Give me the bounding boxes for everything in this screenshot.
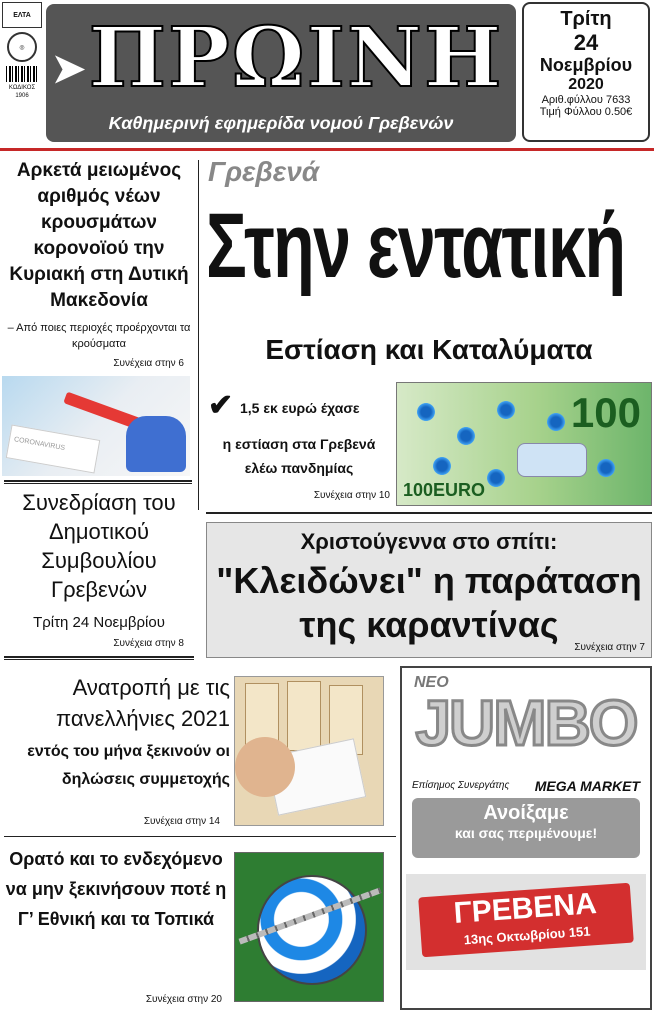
lead-continued[interactable]: Συνέχεια στην 10 <box>313 490 390 501</box>
virus-icon <box>497 401 515 419</box>
weekday: Τρίτη <box>560 8 612 30</box>
elta-logo: ΕΛΤΑ <box>2 2 42 28</box>
lead-kicker: Γρεβενά <box>208 156 320 187</box>
header-divider <box>0 148 654 151</box>
newspaper-tagline: Καθημερινή εφημερίδα νομού Γρεβενών <box>108 113 454 133</box>
face-mask <box>517 443 587 477</box>
virus-icon <box>417 403 435 421</box>
store-sign <box>418 883 634 958</box>
column-rule <box>198 160 199 510</box>
issue-number: Αριθ.φύλλου 7633 <box>541 94 631 106</box>
section-divider <box>4 656 194 660</box>
jumbo-advertisement[interactable] <box>400 666 652 1010</box>
lead-subtitle: Εστίαση και Καταλύματα <box>265 334 593 365</box>
year: 2020 <box>568 76 604 93</box>
covid-test-photo[interactable] <box>2 376 190 476</box>
lead-headline[interactable]: Στην εντατική <box>206 195 625 297</box>
month: Νοεμβρίου <box>539 55 633 75</box>
lead-bullet-1: 1,5 εκ ευρώ έχασε <box>240 400 360 416</box>
store-address: 13ης Οκτωβρίου 151 <box>463 923 591 948</box>
issue-price: Τιμή Φύλλου 0.50€ <box>539 106 633 118</box>
covid-subtitle: – Από ποιες περιοχές προέρχονται τα κρούσματα <box>7 322 191 350</box>
jumbo-logo: JUMBO <box>415 687 637 759</box>
euro-banknote-photo[interactable] <box>396 382 652 506</box>
ad-open-line-2: και σας περιμένουμε! <box>454 825 598 841</box>
christmas-story-box[interactable] <box>206 522 652 658</box>
lead-bullet-2: η εστίαση στα Γρεβενά ελέω πανδημίας <box>222 436 376 476</box>
virus-icon <box>433 457 451 475</box>
hand <box>235 737 295 797</box>
virus-icon <box>457 427 475 445</box>
christmas-kicker: Χριστούγεννα στο σπίτι: <box>300 529 558 554</box>
dateline-box <box>522 2 650 142</box>
council-continued[interactable]: Συνέχεια στην 8 <box>113 638 184 649</box>
glove <box>126 416 186 472</box>
ad-new-label: ΝΕΟ <box>414 674 449 691</box>
exam-sheet <box>287 681 321 751</box>
covid-headline[interactable]: Αρκετά μειωμένος αριθμός νέων κρουσμάτων κορονοϊού την Κυριακή στη Δυτική Μακεδονία <box>9 160 189 311</box>
section-divider <box>4 480 192 484</box>
virus-icon <box>597 459 615 477</box>
exam-papers-photo[interactable] <box>234 676 384 826</box>
barcode-icon <box>6 66 38 82</box>
ad-mega-market: MEGA MARKET <box>534 778 640 794</box>
ad-open-line-1: Ανοίξαμε <box>483 802 569 824</box>
exams-subtitle: εντός του μήνα ξεκινούν οι δηλώσεις συμμετοχής <box>27 743 230 788</box>
newspaper-title: ΠΡΩΙΝΗ <box>88 10 504 106</box>
covid-continued[interactable]: Συνέχεια στην 6 <box>113 358 184 369</box>
store-city: ΓΡΕΒΕΝΑ <box>452 887 598 930</box>
exams-continued[interactable]: Συνέχεια στην 14 <box>143 816 220 827</box>
checkmark-icon: ✔ <box>208 389 234 422</box>
day-number: 24 <box>573 30 599 55</box>
virus-icon <box>487 469 505 487</box>
store-sign-photo <box>406 874 646 970</box>
banknote-value: 100 <box>570 389 641 436</box>
arrow-icon: ➤ <box>52 47 86 91</box>
exams-headline[interactable]: Ανατροπή με τις πανελλήνιες 2021 <box>56 675 230 731</box>
football-chained-photo[interactable] <box>234 852 384 1002</box>
virus-icon <box>547 413 565 431</box>
coronavirus-card: CORONAVIRUS <box>6 424 101 473</box>
seal-icon: ◎ <box>7 32 37 62</box>
council-date: Τρίτη 24 Νοεμβρίου <box>33 614 165 631</box>
ad-open-banner <box>412 798 640 858</box>
christmas-headline: "Κλειδώνει" η παράταση της καραντίνας <box>216 560 642 645</box>
section-divider <box>206 512 652 514</box>
football-continued[interactable]: Συνέχεια στην 20 <box>145 994 222 1005</box>
masthead <box>46 4 516 142</box>
council-headline[interactable]: Συνεδρίαση του Δημοτικού Συμβουλίου Γρεβενών <box>22 490 176 602</box>
masthead-title-wrap <box>46 4 516 112</box>
banknote-label: 100EURO <box>403 480 486 500</box>
christmas-continued[interactable]: Συνέχεια στην 7 <box>574 642 645 653</box>
section-divider <box>4 836 396 837</box>
football-headline[interactable]: Ορατό και το ενδεχόμενο να μην ξεκινήσουν ποτέ η Γ’ Εθνική και τα Τοπικά <box>5 849 227 929</box>
code-label: ΚΩΔΙΚΟΣ 1906 <box>8 85 36 99</box>
ad-partner-label: Επίσημος Συνεργάτης <box>412 780 510 791</box>
masthead-side-strip <box>2 2 42 148</box>
